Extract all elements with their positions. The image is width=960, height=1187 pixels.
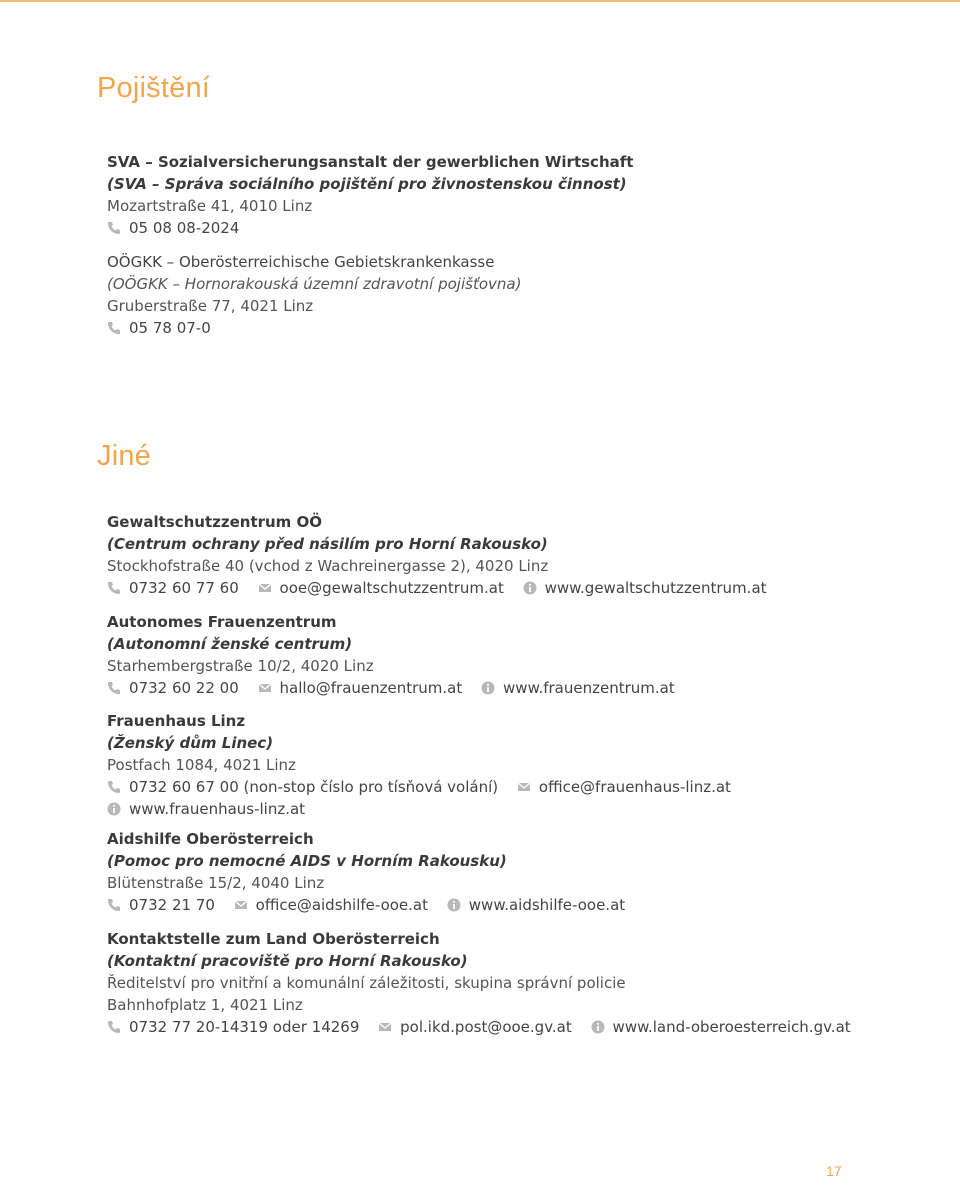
- phone-item[interactable]: [107, 1016, 359, 1038]
- envelope-icon: [234, 898, 248, 912]
- phone-icon: [107, 681, 121, 695]
- org-name: Aidshilfe Oberösterreich: [107, 830, 314, 848]
- org-address: Blütenstraße 15/2, 4040 Linz: [107, 874, 325, 892]
- envelope-icon: [517, 780, 531, 794]
- org-translation: (SVA – Správa sociálního pojištění pro živnostenskou činnost): [107, 175, 627, 193]
- section-title-insurance: Pojištění: [97, 72, 211, 104]
- org-name: SVA – Sozialversicherungsanstalt der gewerblichen Wirtschaft: [107, 153, 634, 171]
- email-address: office@frauenhaus-linz.at: [538, 778, 731, 796]
- org-department: Ředitelství pro vnitřní a komunální záležitosti, skupina správní policie: [107, 974, 626, 992]
- phone-icon: [107, 321, 121, 335]
- envelope-icon: [258, 681, 272, 695]
- phone-item[interactable]: [107, 217, 239, 239]
- org-address: Stockhofstraße 40 (vchod z Wachreinergasse 2), 4020 Linz: [107, 557, 549, 575]
- phone-number: 05 08 08-2024: [129, 219, 240, 237]
- phone-item[interactable]: [107, 894, 215, 916]
- envelope-icon: [258, 581, 272, 595]
- contact-row: [107, 217, 927, 239]
- contact-row: [107, 577, 927, 599]
- phone-number: 0732 60 22 00: [129, 679, 239, 697]
- org-name: OÖGKK – Oberösterreichische Gebietskrankenkasse: [107, 253, 495, 271]
- org-translation: (Pomoc pro nemocné AIDS v Horním Rakousku): [107, 852, 507, 870]
- contact-row: [107, 317, 927, 339]
- website-url: www.land-oberoesterreich.gv.at: [612, 1018, 851, 1036]
- org-name: Kontaktstelle zum Land Oberösterreich: [107, 930, 440, 948]
- org-translation: (Ženský dům Linec): [107, 734, 274, 752]
- phone-number: 05 78 07-0: [129, 319, 211, 337]
- org-address: Gruberstraße 77, 4021 Linz: [107, 297, 314, 315]
- web-item[interactable]: [523, 577, 767, 599]
- contact-row: [107, 677, 927, 699]
- top-accent-line: [0, 0, 960, 2]
- org-address: Mozartstraße 41, 4010 Linz: [107, 197, 313, 215]
- info-icon: [523, 581, 537, 595]
- email-address: pol.ikd.post@ooe.gv.at: [400, 1018, 572, 1036]
- website-url: www.frauenhaus-linz.at: [129, 800, 306, 818]
- contact-row: [107, 1016, 927, 1038]
- phone-icon: [107, 221, 121, 235]
- contact-entry-frauenzentrum: [107, 611, 927, 699]
- email-item[interactable]: [258, 677, 463, 699]
- email-item[interactable]: [378, 1016, 572, 1038]
- org-address: Bahnhofplatz 1, 4021 Linz: [107, 996, 303, 1014]
- envelope-icon: [378, 1020, 392, 1034]
- org-name: Gewaltschutzzentrum OÖ: [107, 513, 323, 531]
- phone-icon: [107, 1020, 121, 1034]
- org-name: Autonomes Frauenzentrum: [107, 613, 337, 631]
- contact-entry-aidshilfe: [107, 828, 927, 916]
- phone-icon: [107, 581, 121, 595]
- org-translation: (Centrum ochrany před násilím pro Horní Rakousko): [107, 535, 548, 553]
- phone-item[interactable]: [107, 677, 239, 699]
- org-translation: (Autonomní ženské centrum): [107, 635, 353, 653]
- web-item[interactable]: [481, 677, 675, 699]
- phone-item[interactable]: [107, 776, 498, 798]
- phone-icon: [107, 780, 121, 794]
- contact-entry-sva: [107, 151, 927, 239]
- web-item[interactable]: [447, 894, 625, 916]
- website-url: www.frauenzentrum.at: [503, 679, 675, 697]
- website-url: www.aidshilfe-ooe.at: [468, 896, 626, 914]
- org-address: Starhembergstraße 10/2, 4020 Linz: [107, 657, 374, 675]
- phone-item[interactable]: [107, 577, 239, 599]
- phone-number: 0732 60 77 60: [129, 579, 239, 597]
- contact-entry-frauenhaus: [107, 710, 927, 820]
- org-address: Postfach 1084, 4021 Linz: [107, 756, 296, 774]
- page-number: 17: [826, 1163, 842, 1179]
- phone-icon: [107, 898, 121, 912]
- info-icon: [481, 681, 495, 695]
- contact-row-web: [107, 798, 927, 820]
- org-translation: (OÖGKK – Hornorakouská územní zdravotní pojišťovna): [107, 275, 522, 293]
- contact-row: [107, 776, 927, 798]
- info-icon: [591, 1020, 605, 1034]
- org-name: Frauenhaus Linz: [107, 712, 246, 730]
- email-address: office@aidshilfe-ooe.at: [255, 896, 428, 914]
- phone-number: 0732 77 20-14319 oder 14269: [129, 1018, 360, 1036]
- contact-row: [107, 894, 927, 916]
- section-title-other: Jiné: [97, 440, 151, 472]
- email-item[interactable]: [517, 776, 731, 798]
- email-item[interactable]: [258, 577, 504, 599]
- contact-entry-gewaltschutzzentrum: [107, 511, 927, 599]
- contact-entry-kontaktstelle: [107, 928, 927, 1038]
- phone-number: 0732 21 70: [129, 896, 215, 914]
- info-icon: [107, 802, 121, 816]
- contact-entry-oogkk: [107, 251, 927, 339]
- email-item[interactable]: [234, 894, 428, 916]
- info-icon: [447, 898, 461, 912]
- email-address: hallo@frauenzentrum.at: [279, 679, 463, 697]
- website-url: www.gewaltschutzzentrum.at: [544, 579, 767, 597]
- phone-item[interactable]: [107, 317, 211, 339]
- phone-number: 0732 60 67 00 (non-stop číslo pro tísňová volání): [129, 778, 499, 796]
- web-item[interactable]: [591, 1016, 851, 1038]
- org-translation: (Kontaktní pracoviště pro Horní Rakousko): [107, 952, 468, 970]
- email-address: ooe@gewaltschutzzentrum.at: [279, 579, 504, 597]
- web-item[interactable]: [107, 798, 305, 820]
